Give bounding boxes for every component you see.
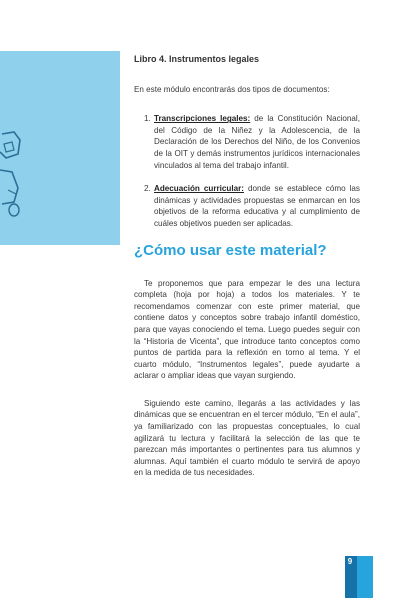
- list-item-term: Transcripciones legales:: [154, 114, 251, 124]
- list-item-number: 1.: [144, 114, 151, 124]
- page-content: [134, 54, 360, 495]
- book-title: Libro 4. Instrumentos legales: [134, 54, 260, 64]
- intro-paragraph: En este módulo encontrarás dos tipos de documentos:: [134, 84, 330, 94]
- page-tab: [357, 556, 373, 598]
- list-item: [134, 113, 360, 171]
- section-heading: ¿Cómo usar este material?: [134, 241, 327, 259]
- child-illustration-icon: [0, 130, 30, 230]
- list-item-number: 2.: [144, 184, 151, 194]
- document-types-list: [134, 113, 360, 229]
- list-item-text: donde se establece cómo las dinámicas y actividades propuestas se enmarcan en los objetivos de la reforma educativa y al cumplimiento de cuáles objetivos pueden ser aplicadas.: [154, 184, 360, 228]
- page-number: 9: [347, 557, 353, 566]
- body-paragraph: Siguiendo este camino, llegarás a las actividades y las dinámicas que se encuentran en el tercer módulo, “En el aula”, ya familiarizado con las propuestas conceptuales, lo cual agilizará tu lectura y facilitará la selección de las que te parezcan más importantes o pertinentes para tus alumnos y alumnas. Aquí también el cuarto módulo te servirá de apoyo en la medida de tus necesidades.: [134, 398, 360, 478]
- list-item: [134, 183, 360, 229]
- list-item-text: de la Constitución Nacional, del Código de la Niñez y la Adolescencia, de la Declaración de los Derechos del Niño, de los Convenios de la OIT y demás instrumentos jurídicos internacionales vinculados al tema del trabajo infantil.: [154, 114, 360, 170]
- list-item-term: Adecuación curricular:: [154, 184, 244, 194]
- body-paragraph: Te proponemos que para empezar le des una lectura completa (hoja por hoja) a todos los materiales. Y te recomendamos comenzar con este primer material, que contiene datos y conceptos sobre trabajo infantil doméstico, para que vayas conociendo el tema. Luego puedes seguir con la “Historia de Vicenta”, que introduce tanto conceptos como puntos de partida para la reflexión en torno al tema. Y el cuarto módulo, “Instrumentos legales”, puede ayudarte a aclarar o ampliar ideas que vayan surgiendo.: [134, 278, 360, 381]
